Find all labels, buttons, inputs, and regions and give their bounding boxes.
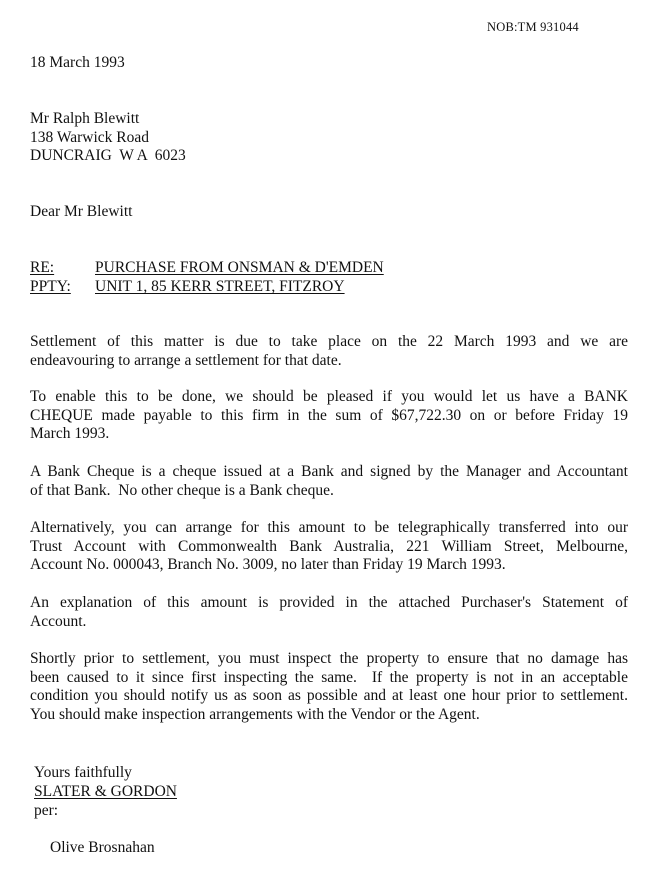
paragraph-line: March 1993. [30,425,110,443]
re-label: RE: [30,259,55,276]
salutation: Dear Mr Blewitt [30,203,133,220]
recipient-name: Mr Ralph Blewitt [30,110,140,127]
paragraph-line: You should make inspection arrangements with the Vendor or the Agent. [30,705,480,723]
paragraph-line: condition you should notify us as soon as possible and at least one hour prior to settlement. [30,687,628,705]
paragraph-bank-cheque-request [30,388,628,444]
recipient-locality: DUNCRAIG W A 6023 [30,147,186,165]
paragraph-line: Shortly prior to settlement, you must inspect the property to ensure that no damage has [30,650,628,667]
paragraph-line: Trust Account with Commonwealth Bank Australia, 221 William Street, Melbourne, [30,537,628,555]
paragraph-line: Alternatively, you can arrange for this amount to be telegraphically transferred into our [30,519,628,536]
paragraph-line: CHEQUE made payable to this firm in the sum of $67,722.30 on or before Friday 19 [30,406,628,424]
ppty-subject: UNIT 1, 85 KERR STREET, FITZROY [95,278,345,295]
valediction: Yours faithfully [34,764,132,781]
paragraph-line: Settlement of this matter is due to take place on the 22 March 1993 and we are [30,333,628,350]
per-label: per: [34,802,59,819]
paragraph-settlement [30,333,628,370]
ppty-label: PPTY: [30,278,71,295]
re-subject: PURCHASE FROM ONSMAN & D'EMDEN [95,259,384,276]
letter-date: 18 March 1993 [30,54,125,71]
paragraph-line: been caused to it since first inspecting the same. If the property is not in an acceptable [30,668,628,686]
reference-number: NOB:TM 931044 [487,20,579,34]
recipient-address [30,110,186,166]
paragraph-statement-of-account [30,594,628,631]
paragraph-line: An explanation of this amount is provided in the attached Purchaser's Statement of [30,594,628,611]
signatory-name: Olive Brosnahan [50,839,155,856]
paragraph-telegraphic-transfer [30,519,628,575]
paragraph-inspection [30,650,628,724]
paragraph-line: Account. [30,612,87,630]
paragraph-line: Account No. 000043, Branch No. 3009, no later than Friday 19 March 1993. [30,556,506,574]
paragraph-line: endeavouring to arrange a settlement for that date. [30,351,342,369]
paragraph-bank-cheque-definition [30,463,628,500]
recipient-street: 138 Warwick Road [30,128,149,146]
paragraph-line: A Bank Cheque is a cheque issued at a Bank and signed by the Manager and Accountant [30,463,628,480]
firm-name: SLATER & GORDON [34,783,177,800]
paragraph-line: of that Bank. No other cheque is a Bank cheque. [30,481,334,499]
paragraph-line: To enable this to be done, we should be pleased if you would let us have a BANK [30,388,628,405]
